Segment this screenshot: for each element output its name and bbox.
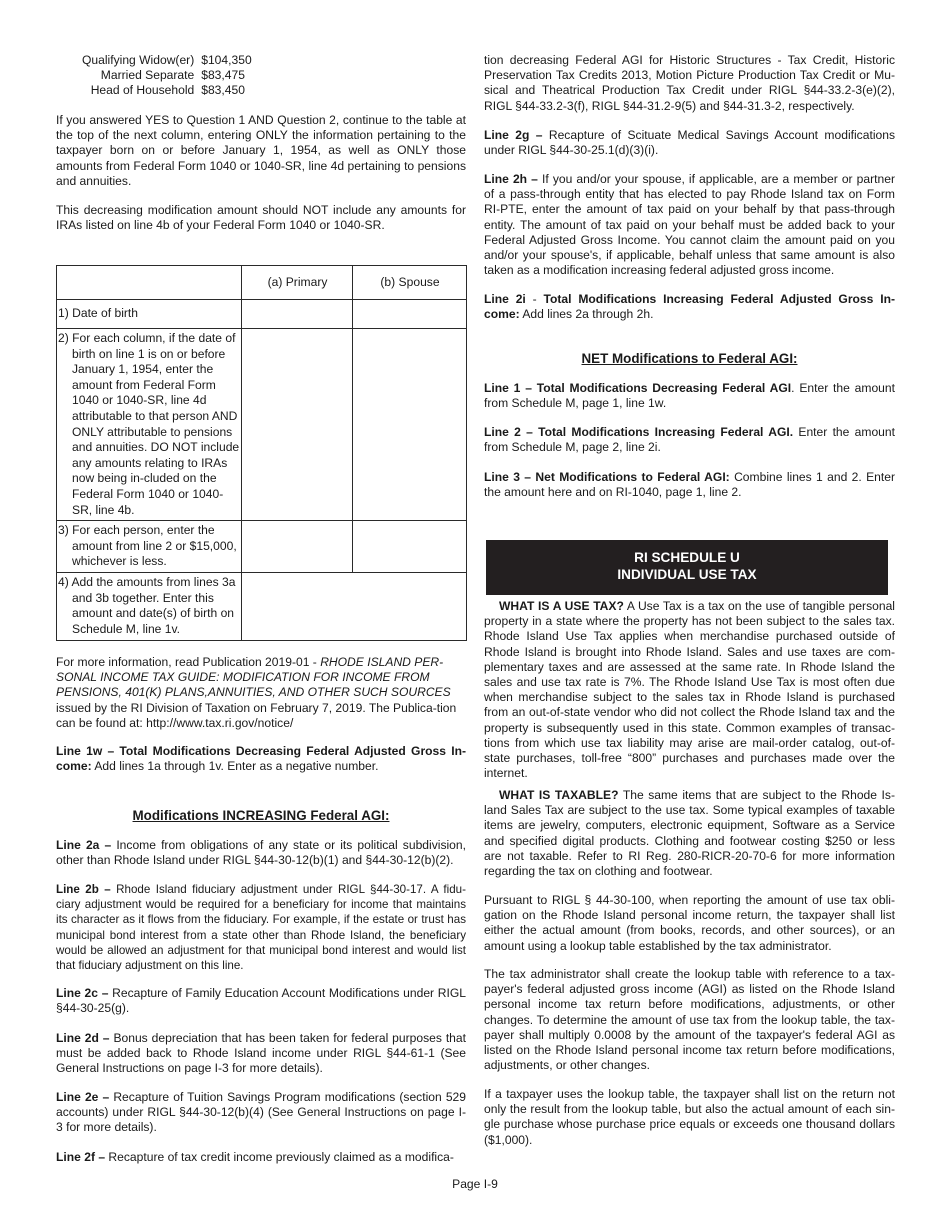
line-2d-label: Line 2d – [56,1031,110,1045]
status-amount: $83,450 [201,83,245,98]
status-row [82,83,252,98]
use-tax-definition [484,599,895,781]
heading-net-modifications: NET Modifications to Federal AGI: [581,351,798,366]
line-2c-text: Recapture of Family Education Account Modifications under RIGL §44-30-25(g). [56,986,466,1016]
line-2a [56,838,466,868]
line-2f-continued: tion decreasing Federal AGI for Historic Structures - Tax Credit, Historic Preservation Tax Credits 2013, Motion Picture Production Tax Credit or Mu-sical and Theatrical Production Tax Credit under RIGL §44-33.2-3(e)(2), RIGL §44-33.2-3(f), RIGL §44-31.2-9(5) and §44-31.3-2, respectively. [484,53,895,113]
line-2i [484,292,895,322]
filing-status-table [82,53,252,99]
line-2g-label: Line 2g – [484,128,543,142]
line-2b-label: Line 2b – [56,883,111,896]
para-yes-questions: If you answered YES to Question 1 AND Question 2, continue to the table at the top of the next column, entering ONLY the information pertaining to the taxpayer born on or before January 1, 1954, as well as ONLY those amounts from Federal Form 1040 or 1040-SR, line 4d pertaining to pensions and annuities. [56,113,466,188]
col-header-spouse: (b) Spouse [353,266,467,300]
table-header-row [57,266,467,300]
taxable-text: The same items that are subject to the Rhode Is-land Sales Tax are subject to the use tax. Some typical examples of taxable items are jewelry, computers, electronic equipment, Software as a Service and specified digital products. Clothing and footwear costing $250 or less are not taxable. Refer to RI Reg. 280-RICR-20-70-6 for more information regarding the tax on clothing and footwear. [484,788,895,879]
status-amount: $83,475 [201,68,245,83]
line-1w-label: Line 1w – Total Modifications Decreasing Federal Adjusted Gross In-come: [56,744,466,774]
table-row [57,329,467,521]
row1-primary-cell[interactable] [242,300,353,329]
status-label: Head of Household [90,83,195,98]
row3-primary-cell[interactable] [242,521,353,573]
use-tax-text: A Use Tax is a tax on the use of tangible personal property in a state where the property has not been subject to the sales tax. Rhode Island Use Tax applies when merchandise purchased outside of Rhode Island is brought into Rhode Island. Sales and use taxes are com-plementary taxes and are assessed at the same rate. In Rhode Island the sales and use tax rate is 7%. The Rhode Island Use Tax is most often due when merchandise subject to the sales tax in Rhode Island is purchased from an out-of-state vendor who did not collect the Rhode Island tax and the property is subsequently used in this state. Common examples of transac-tions from which use tax liability may arise are mail-order catalog, out-of-state purchases, toll-free “800” purchases and purchases made over the internet. [484,599,895,781]
table-header-empty [57,266,242,300]
page-number: Page I-9 [452,1177,498,1191]
line-2g [484,128,895,158]
net-line-1 [484,381,895,411]
line-1w-text: Add lines 1a through 1v. Enter as a negative number. [91,759,379,774]
status-label: Married Separate [100,68,195,83]
net-line-1-text: . Enter the amount from Schedule M, page 1, line 1w. [484,381,895,411]
line-2h-label: Line 2h – [484,172,538,186]
para-decreasing-note: This decreasing modification amount should NOT include any amounts for IRAs listed on line 4b of your Federal Form 1040 or 1040-SR. [56,203,466,233]
line-2i-label: Line 2i [484,292,526,306]
line-2e-text: Recapture of Tuition Savings Program modifications (section 529 accounts) under RIGL §44-30-12(b)(4) (See General Instructions on page I-3 for more details). [56,1090,466,1135]
more-info-text: issued by the RI Division of Taxation on February 7, 2019. The Publica-tion can be found at: http://www.tax.ri.gov/notice/ [56,700,457,730]
line-2f-label: Line 2f – [56,1150,106,1164]
row2-primary-cell[interactable] [242,329,353,521]
schedule-u-banner [486,540,888,595]
row4-total-cell[interactable] [242,572,467,640]
line-2b [56,882,466,973]
col-header-primary: (a) Primary [242,266,353,300]
row1-label: 1) Date of birth [58,306,138,321]
table-row [57,572,467,640]
row4-label: 4) Add the amounts from lines 3a and 3b together. Enter this amount and date(s) of birth on Schedule M, line 1v. [58,574,236,636]
net-line-3 [484,470,895,500]
line-2d-text: Bonus depreciation that has been taken for federal purposes that must be added back to Rhode Island income under RIGL §44-61-1 (See General Instructions on page I-3 for more details). [56,1031,466,1076]
line-2e-label: Line 2e – [56,1090,110,1104]
line-2g-text: Recapture of Scituate Medical Savings Account modifications under RIGL §44-30-25.1(d)(3)(i). [484,128,895,158]
what-is-taxable [484,788,895,879]
schedule-u-title: RI SCHEDULE U [634,550,740,565]
row3-label: 3) For each person, enter the amount from line 2 or $15,000, whichever is less. [58,523,237,569]
line-2a-label: Line 2a – [56,838,112,852]
para-if-taxpayer: If a taxpayer uses the lookup table, the taxpayer shall list on the return not only the result from the lookup table, but also the actual amount of each sin-gle purchase whose purchase price equals or exceeds one thousand dollars ($1,000). [484,1087,895,1147]
heading-modifications-increasing: Modifications INCREASING Federal AGI: [132,808,390,823]
net-line-3-label: Line 3 – Net Modifications to Federal AGI: [484,470,730,484]
row2-spouse-cell[interactable] [353,329,467,521]
net-line-1-label: Line 1 – Total Modifications Decreasing Federal AGI [484,381,792,395]
pension-worksheet-table [56,265,467,641]
status-row [82,68,252,83]
row3-spouse-cell[interactable] [353,521,467,573]
status-amount: $104,350 [201,53,252,67]
net-line-3-text: Combine lines 1 and 2. Enter the amount here and on RI-1040, page 1, line 2. [484,470,895,500]
row1-spouse-cell[interactable] [353,300,467,329]
line-2c-label: Line 2c – [56,986,109,1000]
para-lookup-table: The tax administrator shall create the lookup table with reference to a tax-payer's federal adjusted gross income (AGI) as listed on the Rhode Island personal income tax return before modifications, adjustments, or other changes. To determine the amount of use tax from the lookup table, the tax-payer shall multiply 0.0008 by the amount of the taxpayer's federal AGI as listed on the Rhode Island personal income tax return before modifications, adjustments, or other changes. [484,967,895,1073]
line-2h [484,172,895,278]
line-2i-dash: - [525,292,544,306]
line-2a-text: Income from obligations of any state or its political subdivision, other than Rhode Island under RIGL §44-30-12(b)(1) and §44-30-12(b)(2). [56,838,466,868]
status-label: Qualifying Widow(er) [82,53,195,67]
net-line-2 [484,425,895,455]
para-more-info [56,655,466,731]
para-pursuant: Pursuant to RIGL § 44-30-100, when reporting the amount of use tax obli-gation on the Rhode Island personal income return, the taxpayer shall list either the actual amount (from books, records, and other sources), or an amount using a lookup table established by the tax administrator. [484,893,895,953]
net-line-2-label: Line 2 – Total Modifications Increasing Federal AGI. [484,425,794,439]
net-line-2-text: Enter the amount from Schedule M, page 2, line 2i. [484,425,895,455]
line-1w [56,744,466,774]
row2-label: 2) For each column, if the date of birth on line 1 is on or before January 1, 1954, enter the amount from Federal Form 1040 or 1040-SR, line 4d attributable to that person AND ONLY attributable to pensions and annuities. DO NOT include any amounts relating to IRAs now being in-cluded on the Federal Form 1040 or 1040-SR, line 4b. [58,331,240,517]
publication-title: RHODE ISLAND PER-SONAL INCOME TAX GUIDE: MODIFICATION FOR INCOME FROM PENSIONS, 401(K) PLANS,ANNUITIES, AND OTHER SUCH SOURCES [56,655,451,700]
table-row [57,300,467,329]
more-info-text: For more information, read Publication 2019-01 - [56,655,321,669]
line-2d [56,1031,466,1077]
status-row [82,53,252,68]
table-row [57,521,467,573]
line-2i-title: Total Modifications Increasing Federal Adjusted Gross In-come: [484,292,896,322]
line-2f [56,1150,466,1165]
line-2f-text: Recapture of tax credit income previously claimed as a modifica- [105,1150,454,1164]
schedule-u-subtitle: INDIVIDUAL USE TAX [617,566,757,582]
taxable-label: WHAT IS TAXABLE? [499,788,619,802]
line-2i-text: Add lines 2a through 2h. [519,307,654,322]
line-2e [56,1090,466,1136]
line-2c [56,986,466,1016]
use-tax-label: WHAT IS A USE TAX? [499,599,624,613]
line-2b-text: Rhode Island fiduciary adjustment under RIGL §44-30-17. A fidu-ciary adjustment would be required for a beneficiary for income that maintains its character as it flows from the fiduciary. For example, if the estate or trust has municipal bond interest from a state other than Rhode Island, the beneficiary would be allowed an adjustment for that municipal bond interest and would list that fiduciary adjustment on this line. [56,883,466,973]
line-2h-text: If you and/or your spouse, if applicable, are a member or partner of a pass-through entity that has elected to pay Rhode Island tax on Form RI-PTE, enter the amount of tax paid on your behalf by that pass-through entity. The amount of tax paid on your behalf must be added back to your Federal Adjusted Gross Income. You cannot claim the amount paid on you and/or your spouse's, if applicable, behalf unless that same amount is also taken as a modification increasing federal adjusted gross income. [484,172,896,278]
